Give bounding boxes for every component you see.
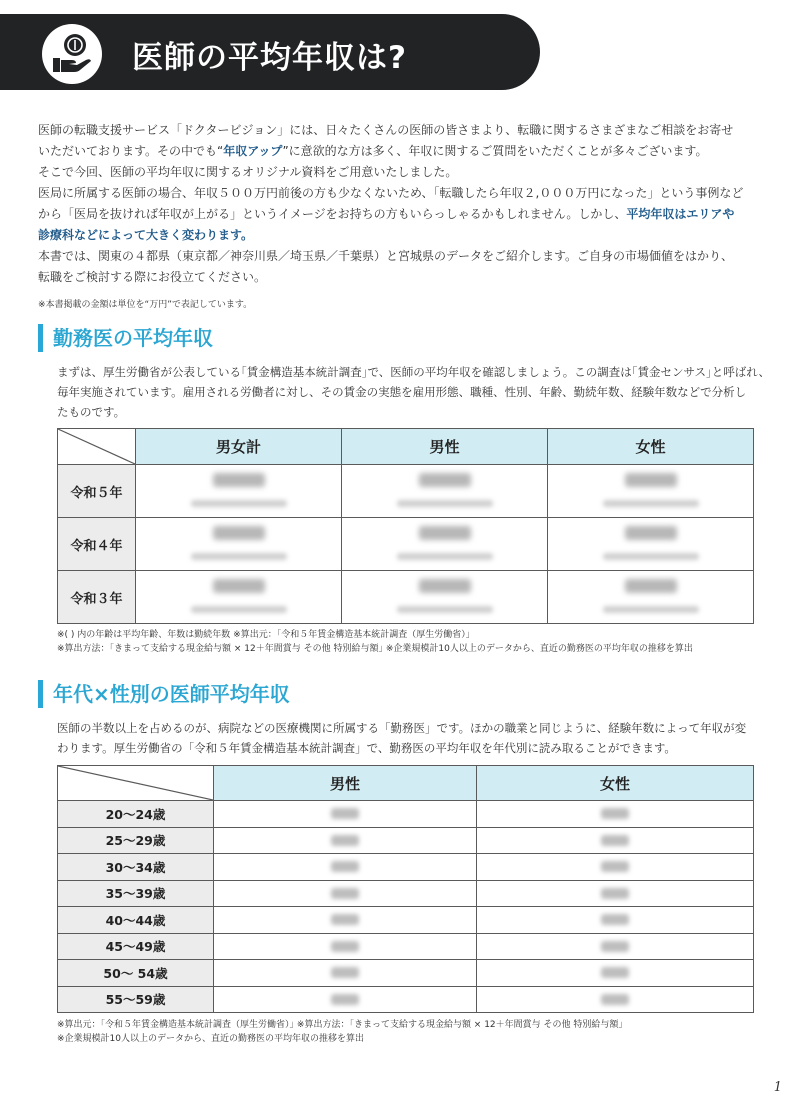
- table-row: [58, 518, 754, 571]
- blurred-value: [136, 571, 342, 624]
- column-header: 男性: [342, 429, 548, 465]
- blurred-value: [477, 933, 754, 960]
- row-header: 25～29歳: [58, 827, 214, 854]
- blurred-value: [477, 986, 754, 1013]
- blurred-value: [214, 933, 477, 960]
- blurred-value: [477, 907, 754, 934]
- blurred-value: [548, 465, 754, 518]
- age-salary-table: [57, 765, 754, 1013]
- section-heading: 年代×性別の医師平均年収: [38, 680, 290, 708]
- intro-line: 診療科などによって大きく変わります。: [38, 228, 254, 242]
- table-corner: [58, 766, 214, 801]
- blurred-value: [214, 960, 477, 987]
- page-number: 1: [773, 1080, 782, 1095]
- salary-table: [57, 428, 754, 624]
- blurred-value: [342, 465, 548, 518]
- section-description: 医師の半数以上を占めるのが、病院などの医療機関に所属する「勤務医」です。ほかの職業と同じように、経験年数によって年収が変 わります。厚生労働省の「令和５年賃金構造基本統計調査」で、勤務医の平均年収を年代別に読み取ることができます。: [57, 721, 747, 755]
- blurred-value: [214, 986, 477, 1013]
- intro-line: 医局に所属する医師の場合、年収５００万円前後の方も少なくないため、「転職したら年収２,０００万円になった」という事例など: [38, 186, 744, 200]
- table-row: [58, 571, 754, 624]
- blurred-value: [477, 880, 754, 907]
- section-heading: 勤務医の平均年収: [38, 324, 213, 352]
- blurred-value: [214, 827, 477, 854]
- table-notes: ※算出元：｢令和５年賃金構造基本統計調査（厚生労働省）｣ ※算出方法：｢きまって支給する現金給与額 × 12＋年間賞与 その他 特別給与額｣ ※企業規模計10人以上のデータから、直近の勤務医の平均年収の推移を算出: [57, 1020, 623, 1044]
- row-header: 50～ 54歳: [58, 960, 214, 987]
- column-header: 女性: [477, 766, 754, 801]
- hand-holding-coin-icon: [42, 24, 102, 84]
- blurred-value: [477, 827, 754, 854]
- intro-line: から「医局を抜ければ年収が上がる」というイメージをお持ちの方もいらっしゃるかもしれません。しかし、平均年収はエリアや: [38, 207, 735, 221]
- intro-line: 医師の転職支援サービス「ドクタービジョン」には、日々たくさんの医師の皆さまより、転職に関するさまざまなご相談をお寄せ: [38, 123, 734, 137]
- table-row: [58, 880, 754, 907]
- row-header: 45～49歳: [58, 933, 214, 960]
- table-corner: [58, 429, 136, 465]
- row-header: 35～39歳: [58, 880, 214, 907]
- intro-line: そこで今回、医師の平均年収に関するオリジナル資料をご用意いたしました。: [38, 165, 458, 179]
- unit-note: ※本書掲載の金額は単位を“万円”で表記しています。: [38, 300, 253, 310]
- intro-line: 転職をご検討する際にお役立てください。: [38, 270, 267, 284]
- table-row: [58, 933, 754, 960]
- blurred-value: [548, 571, 754, 624]
- row-header: 令和４年: [58, 518, 136, 571]
- table-row: [58, 960, 754, 987]
- blurred-value: [136, 518, 342, 571]
- intro-line: 本書では、関東の４都県（東京都／神奈川県／埼玉県／千葉県）と宮城県のデータをご紹介します。ご自身の市場価値をはかり、: [38, 249, 734, 263]
- page-title: 医師の平均年収は?: [132, 40, 407, 76]
- emphasis-text: 平均年収はエリアや: [626, 207, 735, 221]
- table-notes: ※( ) 内の年齢は平均年齢、年数は勤続年数 ※算出元：｢令和５年賃金構造基本統計調査（厚生労働省）｣ ※算出方法：｢きまって支給する現金給与額 × 12＋年間賞与 その他 特別給与額｣ ※企業規模計10人以上のデータから、直近の勤務医の平均年収の推移を算出: [57, 630, 693, 654]
- blurred-value: [136, 465, 342, 518]
- row-header: 55～59歳: [58, 986, 214, 1013]
- blurred-value: [548, 518, 754, 571]
- table-row: [58, 827, 754, 854]
- row-header: 20～24歳: [58, 801, 214, 828]
- section-description: まずは、厚生労働省が公表している｢賃金構造基本統計調査｣で、医師の平均年収を確認しましょう。この調査は｢賃金センサス｣と呼ばれ、 毎年実施されています。雇用される労働者に対し、その賃金の実態を雇用形態、職種、性別、年齢、勤続年数、経験年数などで分析し たものです。: [57, 365, 770, 419]
- table-row: [58, 465, 754, 518]
- title-banner: [0, 14, 540, 90]
- table-row: [58, 986, 754, 1013]
- blurred-value: [214, 880, 477, 907]
- table-row: [58, 907, 754, 934]
- blurred-value: [477, 960, 754, 987]
- blurred-value: [342, 518, 548, 571]
- intro-line: いただいております。その中でも“年収アップ”に意欲的な方は多く、年収に関するご質問をいただくことが多々ございます。: [38, 144, 708, 158]
- row-header: 令和３年: [58, 571, 136, 624]
- column-header: 女性: [548, 429, 754, 465]
- column-header: 男女計: [136, 429, 342, 465]
- table-row: [58, 801, 754, 828]
- row-header: 40～44歳: [58, 907, 214, 934]
- blurred-value: [477, 801, 754, 828]
- blurred-value: [342, 571, 548, 624]
- intro-text: [38, 120, 770, 312]
- blurred-value: [214, 801, 477, 828]
- row-header: 30～34歳: [58, 854, 214, 881]
- blurred-value: [477, 854, 754, 881]
- emphasis-text: 年収アップ: [223, 144, 283, 158]
- blurred-value: [214, 854, 477, 881]
- blurred-value: [214, 907, 477, 934]
- table-row: [58, 854, 754, 881]
- column-header: 男性: [214, 766, 477, 801]
- row-header: 令和５年: [58, 465, 136, 518]
